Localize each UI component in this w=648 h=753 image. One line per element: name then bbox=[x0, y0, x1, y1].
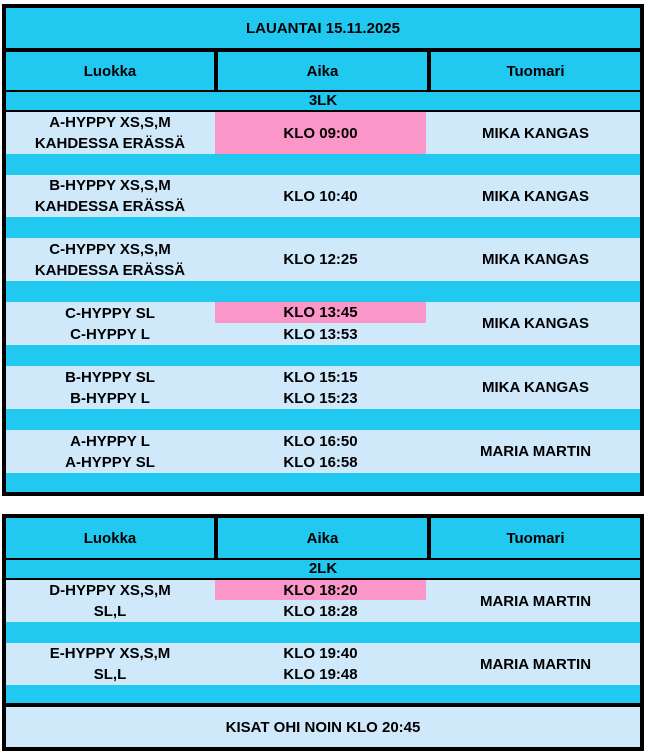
judge-name bbox=[431, 112, 640, 154]
time-cell bbox=[215, 643, 426, 685]
table-row-class bbox=[6, 112, 214, 154]
judge-text: MIKA KANGAS bbox=[482, 379, 589, 396]
header-time-text: Aika bbox=[306, 529, 339, 547]
finish-time-note bbox=[6, 707, 640, 747]
class-name: A-HYPPY SL bbox=[65, 453, 155, 471]
judge-name bbox=[431, 643, 640, 685]
table-row-class bbox=[6, 238, 214, 281]
start-time: KLO 10:40 bbox=[283, 187, 358, 205]
table-row-class bbox=[6, 580, 214, 622]
start-time: KLO 12:25 bbox=[283, 251, 358, 268]
spacer-band bbox=[6, 345, 640, 366]
table-row-class bbox=[6, 430, 214, 473]
class-name: A-HYPPY L bbox=[70, 432, 150, 450]
judge-text: MIKA KANGAS bbox=[482, 315, 589, 332]
class-name: B-HYPPY SL bbox=[65, 368, 155, 386]
section-label-3lk bbox=[6, 92, 640, 110]
time-cell bbox=[215, 366, 426, 409]
judge-text: MARIA MARTIN bbox=[479, 655, 592, 673]
time-highlight bbox=[215, 580, 426, 600]
class-name: B-HYPPY XS,S,M bbox=[49, 177, 171, 194]
judge-text: MARIA MARTIN bbox=[479, 592, 592, 610]
header-time bbox=[218, 518, 427, 558]
table-row-class bbox=[6, 643, 214, 685]
class-name: C-HYPPY XS,S,M bbox=[49, 240, 171, 258]
header-class-text: Luokka bbox=[83, 62, 137, 80]
schedule-table-3lk bbox=[2, 4, 644, 496]
time-cell bbox=[215, 601, 426, 622]
section-label-text: 2LK bbox=[308, 560, 338, 577]
class-name: SL,L bbox=[93, 666, 127, 683]
time-highlight bbox=[215, 112, 426, 154]
start-time: KLO 19:48 bbox=[283, 666, 358, 683]
date-title bbox=[6, 8, 640, 48]
start-time: KLO 16:58 bbox=[283, 453, 358, 471]
section-label-2lk bbox=[6, 560, 640, 578]
judge-name bbox=[431, 430, 640, 473]
header-judge-text: Tuomari bbox=[506, 62, 565, 80]
judge-text: MIKA KANGAS bbox=[482, 124, 589, 142]
time-cell bbox=[215, 324, 426, 345]
judge-name bbox=[431, 302, 640, 345]
header-time bbox=[218, 52, 427, 90]
header-class bbox=[6, 518, 214, 558]
judge-text: MARIA MARTIN bbox=[479, 443, 592, 460]
finish-time-text: KISAT OHI NOIN KLO 20:45 bbox=[225, 718, 421, 736]
class-name: E-HYPPY XS,S,M bbox=[49, 645, 171, 662]
spacer-band bbox=[6, 473, 640, 492]
time-cell bbox=[215, 430, 426, 473]
header-judge bbox=[431, 52, 640, 90]
judge-name bbox=[431, 366, 640, 409]
judge-name bbox=[431, 580, 640, 622]
spacer-band bbox=[6, 281, 640, 302]
start-time: KLO 19:40 bbox=[283, 645, 358, 662]
time-cell bbox=[215, 175, 426, 217]
start-time: KLO 09:00 bbox=[283, 124, 358, 142]
header-judge bbox=[431, 518, 640, 558]
class-name: C-HYPPY SL bbox=[65, 304, 155, 322]
table-row-class bbox=[6, 302, 214, 345]
class-name: KAHDESSA ERÄSSÄ bbox=[34, 198, 186, 215]
spacer-band bbox=[6, 154, 640, 175]
start-time: KLO 16:50 bbox=[283, 432, 358, 450]
class-name: KAHDESSA ERÄSSÄ bbox=[34, 261, 186, 279]
header-judge-text: Tuomari bbox=[506, 529, 565, 547]
time-cell bbox=[215, 238, 426, 281]
spacer-band bbox=[6, 217, 640, 238]
start-time: KLO 18:20 bbox=[283, 581, 358, 599]
class-name: D-HYPPY XS,S,M bbox=[49, 582, 171, 599]
table-row-class bbox=[6, 175, 214, 217]
start-time: KLO 15:23 bbox=[283, 389, 358, 407]
table-row-class bbox=[6, 366, 214, 409]
start-time: KLO 18:28 bbox=[283, 603, 358, 620]
section-label-text: 3LK bbox=[308, 92, 338, 109]
class-name: A-HYPPY XS,S,M bbox=[49, 114, 171, 131]
time-highlight bbox=[215, 302, 426, 323]
judge-name bbox=[431, 238, 640, 281]
spacer-band bbox=[6, 622, 640, 643]
date-title-text: LAUANTAI 15.11.2025 bbox=[246, 19, 400, 37]
class-name: B-HYPPY L bbox=[70, 389, 150, 407]
judge-text: MIKA KANGAS bbox=[482, 251, 589, 268]
class-name: C-HYPPY L bbox=[70, 325, 150, 343]
start-time: KLO 15:15 bbox=[283, 368, 358, 386]
class-name: KAHDESSA ERÄSSÄ bbox=[34, 135, 186, 152]
header-class-text: Luokka bbox=[83, 529, 137, 547]
spacer-band bbox=[6, 409, 640, 430]
header-class bbox=[6, 52, 214, 90]
judge-name bbox=[431, 175, 640, 217]
header-time-text: Aika bbox=[306, 62, 339, 80]
start-time: KLO 13:53 bbox=[283, 326, 358, 343]
judge-text: MIKA KANGAS bbox=[482, 187, 589, 205]
schedule-table-2lk bbox=[2, 514, 644, 751]
spacer-band bbox=[6, 685, 640, 703]
start-time: KLO 13:45 bbox=[283, 304, 358, 321]
class-name: SL,L bbox=[93, 603, 127, 620]
